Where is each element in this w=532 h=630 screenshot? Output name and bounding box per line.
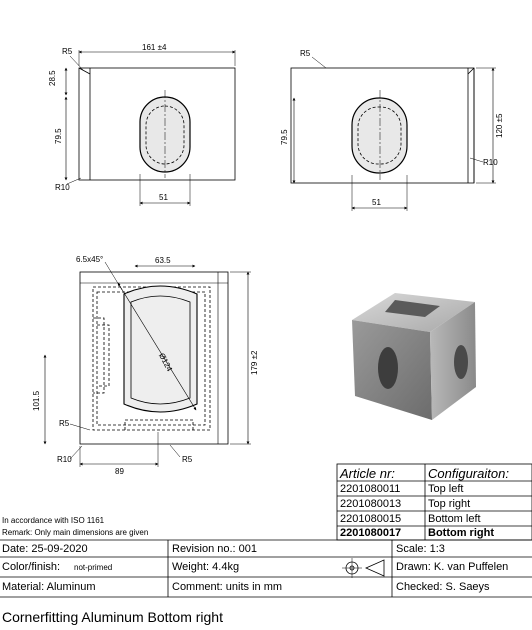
table-row-config-selected: Bottom right: [428, 527, 494, 539]
color-value: not-primed: [74, 563, 113, 572]
note-remark: Remark: Only main dimensions are given: [2, 528, 149, 537]
comment-field: Comment: units in mm: [172, 581, 283, 593]
scale-field: Scale: 1:3: [396, 543, 445, 555]
table-row-article: 2201080011: [340, 483, 401, 495]
label-height-179: 179 ±2: [250, 350, 259, 375]
label-r10-top-right: R10: [483, 158, 498, 167]
label-51-top-right: 51: [372, 198, 381, 207]
label-89: 89: [115, 467, 124, 476]
label-width-161: 161 ±4: [142, 43, 167, 52]
date-field: Date: 25-09-2020: [2, 543, 88, 555]
label-r5-bottom-right: R5: [182, 455, 193, 464]
label-63-5: 63.5: [155, 256, 171, 265]
header-article-nr: Article nr:: [340, 466, 395, 481]
table-row-config: Top left: [428, 483, 464, 495]
table-row-config: Top right: [428, 498, 471, 510]
label-chamfer: 6.5x45°: [76, 255, 104, 264]
label-r5-bottom-left: R5: [59, 419, 70, 428]
label-79-5-right: 79.5: [280, 129, 289, 145]
drawn-field: Drawn: K. van Puffelen: [396, 561, 509, 573]
cornerfitting-render: [352, 293, 476, 420]
revision-field: Revision no.: 001: [172, 543, 257, 555]
label-r5-top-right: R5: [300, 49, 311, 58]
color-label: Color/finish:: [2, 561, 61, 573]
table-row-article: 2201080015: [340, 513, 402, 525]
top-left-view: [66, 50, 235, 206]
checked-field: Checked: S. Saeys: [396, 581, 490, 593]
label-79-5-left: 79.5: [54, 128, 63, 144]
material-field: Material: Aluminum: [2, 581, 96, 593]
top-right-view: [291, 57, 496, 211]
label-r5-top-left: R5: [62, 47, 73, 56]
drawing-title: Cornerfitting Aluminum Bottom right: [2, 609, 223, 625]
label-height-120: 120 ±5: [495, 113, 504, 138]
header-configuration: Configuraiton:: [428, 466, 509, 481]
bottom-view: [45, 262, 251, 467]
table-row-config: Bottom left: [428, 513, 481, 525]
table-row-article-selected: 2201080017: [340, 527, 402, 539]
label-28-5: 28.5: [48, 70, 57, 86]
label-r10-top-left: R10: [55, 183, 70, 192]
label-r10-bottom: R10: [57, 455, 72, 464]
weight-field: Weight: 4.4kg: [172, 561, 240, 573]
label-101-5: 101.5: [32, 390, 41, 411]
note-iso: In accordance with ISO 1161: [2, 516, 105, 525]
table-row-article: 2201080013: [340, 498, 402, 510]
label-51-top-left: 51: [159, 193, 168, 202]
label-diameter: Ø124: [156, 351, 175, 374]
